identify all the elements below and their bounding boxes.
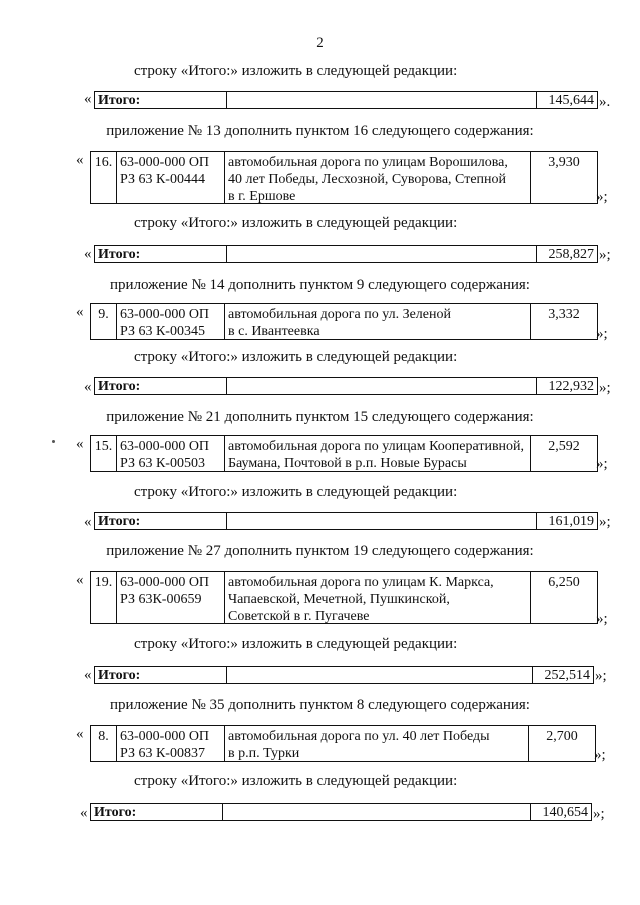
- item-value: 3,930: [548, 155, 580, 170]
- total-empty-cell: [223, 804, 531, 820]
- item-number: 15.: [91, 436, 117, 471]
- paragraph: строку «Итого:» изложить в следующей редакции:: [134, 636, 458, 652]
- item-code: [117, 726, 225, 761]
- item-number: 9.: [91, 304, 117, 339]
- item-code: [117, 436, 225, 471]
- code-line: 63-000-000 ОП: [120, 575, 210, 590]
- desc-line: автомобильная дорога по улицам Ворошилова,: [228, 155, 508, 170]
- total-value: 122,932: [548, 379, 594, 394]
- paragraph: строку «Итого:» изложить в следующей редакции:: [134, 215, 458, 231]
- total-empty-cell: [227, 513, 537, 529]
- total-label: Итого:: [95, 246, 227, 262]
- desc-line: в г. Ершове: [228, 189, 296, 204]
- quote-open: «: [84, 246, 92, 262]
- item-table: [90, 435, 598, 472]
- quote-close: »;: [599, 380, 611, 396]
- quote-open: «: [76, 572, 84, 588]
- desc-line: в с. Ивантеевка: [228, 324, 320, 339]
- quote-close: »;: [596, 189, 608, 205]
- total-label: Итого:: [95, 667, 227, 683]
- item-description: [225, 726, 529, 761]
- desc-line: Советской в г. Пугачеве: [228, 609, 370, 624]
- total-label: Итого:: [95, 92, 227, 108]
- scan-speck: [52, 440, 55, 443]
- item-code: [117, 304, 225, 339]
- desc-line: Баумана, Почтовой в р.п. Новые Бурасы: [228, 456, 467, 471]
- quote-close: »;: [595, 668, 607, 684]
- quote-close: »;: [593, 806, 605, 822]
- item-number: 8.: [91, 726, 117, 761]
- quote-close: ».: [599, 94, 611, 110]
- item-number: 16.: [91, 152, 117, 203]
- paragraph: строку «Итого:» изложить в следующей редакции:: [134, 484, 458, 500]
- total-empty-cell: [227, 667, 533, 683]
- total-table: [94, 666, 594, 684]
- quote-open: «: [76, 436, 84, 452]
- item-table: [90, 303, 598, 340]
- paragraph: приложение № 35 дополнить пунктом 8 следующего содержания:: [110, 697, 530, 713]
- quote-open: «: [76, 726, 84, 742]
- desc-line: автомобильная дорога по улицам К. Маркса,: [228, 575, 494, 590]
- code-line: 63-000-000 ОП: [120, 307, 210, 322]
- item-table: [90, 571, 598, 624]
- total-value: 258,827: [548, 247, 594, 262]
- total-table: [94, 512, 598, 530]
- quote-open: «: [84, 379, 92, 395]
- total-value: 140,654: [542, 805, 588, 820]
- total-value: 252,514: [544, 668, 590, 683]
- code-line: 63-000-000 ОП: [120, 155, 210, 170]
- code-line: РЗ 63 К-00444: [120, 172, 205, 187]
- item-number: 19.: [91, 572, 117, 623]
- code-line: РЗ 63К-00659: [120, 592, 202, 607]
- paragraph: приложение № 13 дополнить пунктом 16 следующего содержания:: [106, 123, 534, 139]
- total-label: Итого:: [91, 804, 223, 820]
- item-description: [225, 152, 531, 203]
- total-empty-cell: [227, 246, 537, 262]
- quote-open: «: [76, 152, 84, 168]
- code-line: 63-000-000 ОП: [120, 439, 210, 454]
- item-value: 3,332: [548, 307, 580, 322]
- code-line: РЗ 63 К-00503: [120, 456, 205, 471]
- total-value: 145,644: [548, 93, 594, 108]
- total-empty-cell: [227, 378, 537, 394]
- total-label: Итого:: [95, 378, 227, 394]
- quote-open: «: [76, 304, 84, 320]
- quote-open: «: [84, 514, 92, 530]
- paragraph: приложение № 27 дополнить пунктом 19 следующего содержания:: [106, 543, 534, 559]
- desc-line: автомобильная дорога по ул. 40 лет Победы: [228, 729, 490, 744]
- total-table: [94, 377, 598, 395]
- desc-line: в р.п. Турки: [228, 746, 300, 761]
- desc-line: 40 лет Победы, Лесхозной, Суворова, Степной: [228, 172, 507, 187]
- total-label: Итого:: [95, 513, 227, 529]
- quote-open: «: [84, 91, 92, 107]
- quote-close: »;: [596, 326, 608, 342]
- paragraph: строку «Итого:» изложить в следующей редакции:: [134, 773, 458, 789]
- code-line: 63-000-000 ОП: [120, 729, 210, 744]
- total-table: [90, 803, 592, 821]
- item-table: [90, 151, 598, 204]
- item-code: [117, 572, 225, 623]
- item-value: 2,592: [548, 439, 580, 454]
- quote-open: «: [80, 805, 88, 821]
- quote-open: «: [84, 667, 92, 683]
- item-value: 2,700: [546, 729, 578, 744]
- paragraph: строку «Итого:» изложить в следующей редакции:: [134, 349, 458, 365]
- item-description: [225, 304, 531, 339]
- desc-line: автомобильная дорога по улицам Кооперативной,: [228, 439, 525, 454]
- quote-close: »;: [599, 247, 611, 263]
- item-value: 6,250: [548, 575, 580, 590]
- quote-close: »;: [596, 456, 608, 472]
- desc-line: Чапаевской, Мечетной, Пушкинской,: [228, 592, 450, 607]
- code-line: РЗ 63 К-00345: [120, 324, 205, 339]
- paragraph: приложение № 14 дополнить пунктом 9 следующего содержания:: [110, 277, 530, 293]
- total-value: 161,019: [548, 514, 594, 529]
- item-table: [90, 725, 596, 762]
- paragraph: приложение № 21 дополнить пунктом 15 следующего содержания:: [106, 409, 534, 425]
- paragraph: строку «Итого:» изложить в следующей редакции:: [134, 63, 458, 79]
- quote-close: »;: [599, 514, 611, 530]
- total-empty-cell: [227, 92, 537, 108]
- item-description: [225, 436, 531, 471]
- desc-line: автомобильная дорога по ул. Зеленой: [228, 307, 451, 322]
- item-description: [225, 572, 531, 623]
- quote-close: »;: [596, 611, 608, 627]
- item-code: [117, 152, 225, 203]
- total-table: [94, 91, 598, 109]
- page-number: 2: [316, 35, 324, 51]
- quote-close: »;: [594, 747, 606, 763]
- total-table: [94, 245, 598, 263]
- code-line: РЗ 63 К-00837: [120, 746, 205, 761]
